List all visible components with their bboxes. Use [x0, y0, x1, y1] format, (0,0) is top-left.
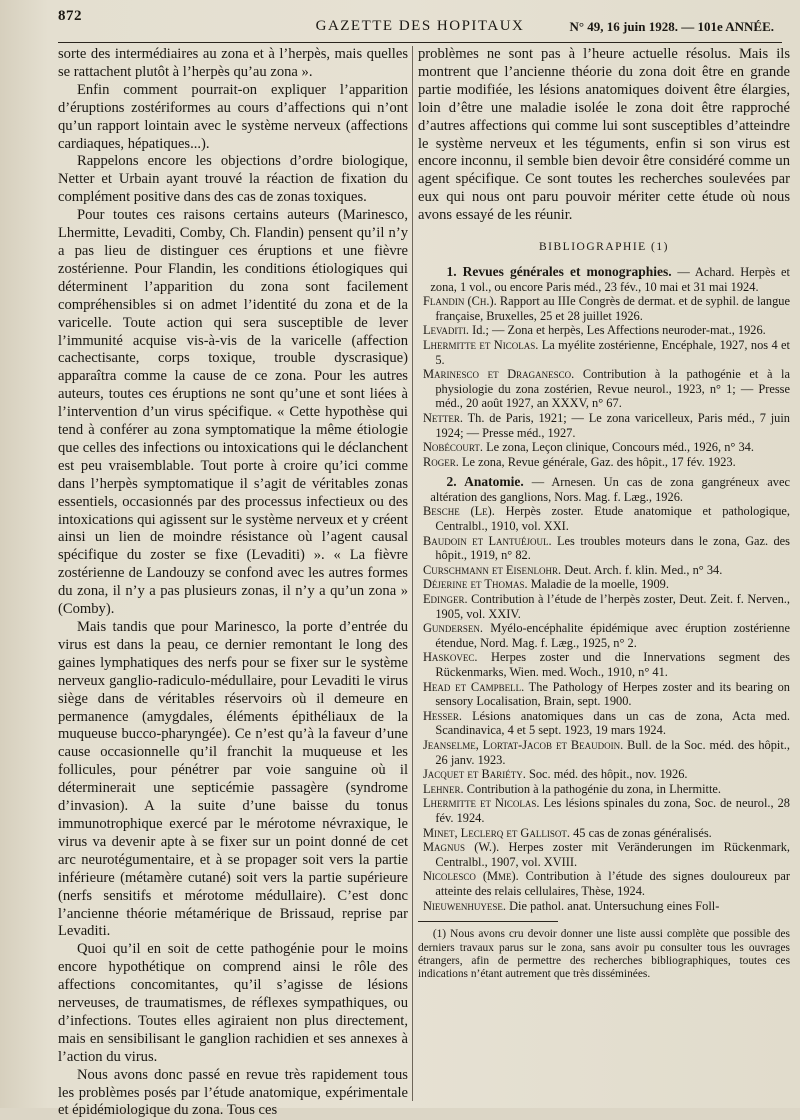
bibliography-entry	[418, 563, 790, 578]
entry-text: Lésions anatomiques dans un cas de zona, Acta med. Scandinavica, 4 et 5 sept. 1923, 19 mars 1924.	[435, 708, 790, 738]
entry-text: Id.; — Zona et herpès, Les Affections neuroder-mat., 1926.	[468, 323, 766, 338]
page-number: 872	[58, 8, 82, 24]
entry-author: Lhermitte et Nicolas.	[422, 337, 539, 352]
entry-author: Jeanselme, Lortat-Jacob et Beaudoin.	[422, 737, 624, 752]
entry-text: Herpes zoster mit Veränderungen im Rückenmark, Centralbl., 1907, vol. XVIII.	[435, 840, 790, 869]
entry-text: Contribution à l’étude des signes douloureux par atteinte des relais cellulaires, Thèse, 1924.	[435, 869, 791, 898]
entry-author: Haskovec.	[422, 650, 478, 665]
entry-author: Besche (Le).	[422, 504, 495, 519]
entry-text: Deut. Arch. f. klin. Med., n° 34.	[561, 562, 723, 577]
entry-text: Le zona, Revue générale, Gaz. des hôpit., 17 fév. 1923.	[458, 454, 736, 469]
entry-author: Lehner.	[422, 781, 464, 796]
entry-text: 45 cas de zonas généralisés.	[569, 825, 712, 840]
entry-text: Maladie de la moelle, 1909.	[527, 577, 669, 592]
bibliography-entry	[418, 796, 790, 825]
right-column	[418, 46, 790, 1101]
entry-text: Th. de Paris, 1921; — Le zona varicelleux, Paris méd., 7 juin 1924; — Presse méd., 1927.	[435, 410, 790, 440]
entry-author: Hesser.	[422, 708, 463, 723]
entry-text: Soc. méd. des hôpit., nov. 1926.	[525, 767, 688, 782]
bibliography-entry	[418, 455, 790, 470]
bibliography-entry	[418, 899, 790, 914]
entry-text: Herpès zoster. Etude anatomique et pathologique, Centralbl., 1910, vol. XXI.	[435, 504, 790, 534]
bibliography-entry	[418, 767, 790, 782]
entry-text: Myélo-encéphalite épidémique avec éruption zostérienne étendue, Nord. Mag. f. Læg., 1925, n° 2.	[435, 621, 790, 650]
entry-author: Minet, Leclerq et Gallisot.	[422, 825, 570, 840]
entry-text: Contribution à la pathogénie du zona, in Lhermitte.	[463, 781, 722, 796]
footnote-rule	[418, 921, 558, 922]
entry-author: Flandin (Ch.).	[422, 294, 497, 309]
entry-author: Edinger.	[422, 592, 468, 607]
entry-author: Netter.	[422, 410, 464, 425]
paragraph: Nous avons donc passé en revue très rapidement tous les problèmes posés par l’étude anatomique, expérimentale et épidémiologique du zona. Tous ces	[58, 1066, 408, 1119]
bibliography-entry	[418, 709, 790, 738]
bibliography-section-1	[418, 265, 790, 294]
section-heading: 2. Anatomie.	[446, 474, 524, 490]
entry-text: Le zona, Leçon clinique, Concours méd., 1926, n° 34.	[482, 440, 754, 455]
entry-author: Gundersen.	[422, 621, 484, 636]
entry-author: Magnus (W.).	[422, 840, 500, 855]
paragraph: sorte des intermédiaires au zona et à l’herpès, mais quelles se rattachent plutôt à l’herpès qu’au zona ».	[58, 46, 408, 80]
section-heading: 1. Revues générales et monographies.	[446, 263, 672, 279]
entry-author: Curschmann et Eisenlohr.	[422, 562, 562, 577]
section-text: — Arnesen. Un cas de zona gangréneux avec altération des ganglions, Nors. Mag. f. Læg., 1926.	[430, 475, 790, 504]
entry-author: Nieuwenhuyese.	[422, 898, 506, 913]
journal-title: GAZETTE DES HOPITAUX	[315, 18, 525, 34]
bibliography-entry	[418, 650, 790, 679]
bibliography-entry	[418, 367, 790, 411]
bibliography-entry	[418, 534, 790, 563]
bibliography-entry	[418, 840, 790, 869]
entry-author: Baudoin et Lantuéjoul.	[422, 533, 552, 548]
bibliography-entry	[418, 782, 790, 797]
bibliography-entry	[418, 869, 790, 898]
paragraph: Quoi qu’il en soit de cette pathogénie pour le moins encore hypothétique on comprend ainsi le rôle des affections concomitantes, qu’il s’agisse de lésions nerveuses, de traumatismes, de réflexes sympathiques, ou d’infections. Toutes elles agiraient non plus directement, mais en sensibilisant le ganglion rachidien et ses annexes à l’action du virus.	[58, 941, 408, 1065]
issue-info: N° 49, 16 juin 1928. — 101e ANNÉE.	[569, 19, 774, 34]
bibliography-list-1	[418, 294, 790, 469]
bibliography-entry	[418, 411, 790, 440]
entry-text: Contribution à l’étude de l’herpès zoster, Deut. Zeit. f. Nerven., 1905, vol. XXIV.	[435, 592, 790, 621]
section-text: — Achard. Herpès et zona, 1 vol., ou encore Paris méd., 23 fév., 10 mai et 31 mai 1924.	[430, 264, 790, 294]
bibliography-entry	[418, 294, 790, 323]
entry-text: Herpes zoster und die Innervations segment des Rückenmarks, Wien. med. Woch., 1910, n° 41.	[435, 650, 790, 679]
bibliography-entry	[418, 323, 790, 338]
entry-author: Roger.	[422, 454, 459, 469]
bibliography-entry	[418, 504, 790, 533]
entry-author: Levaditi.	[422, 323, 469, 338]
bibliography-entry	[418, 577, 790, 592]
left-column	[58, 46, 408, 1119]
paragraph: Rappelons encore les objections d’ordre biologique, Netter et Urbain ayant trouvé la réaction de fixation du complément positive dans des cas de zonas toxiques.	[58, 153, 408, 206]
bibliography-list-2	[418, 504, 790, 913]
bibliography-heading: BIBLIOGRAPHIE (1)	[539, 241, 669, 254]
bibliography-entry	[418, 738, 790, 767]
entry-text: Les lésions spinales du zona, Soc. de neurol., 28 fév. 1924.	[435, 796, 790, 825]
paragraph: problèmes ne sont pas à l’heure actuelle résolus. Mais ils montrent que l’ancienne théorie du zona doit être en grande partie modifiée, les lésions anatomiques doivent être élargies, loin d’être une maladie isolée le zona doit être rapproché d’autres affections qui comme lui sont susceptibles d’atteindre le système nerveux et les téguments, enfin si son virus est encore inconnu, il semble bien devoir être considéré comme un agent spécifique. Ce sont toutes les recherches soulevées par eux qui nous ont paru pouvoir mériter cette étude où nous avons essayé de les réunir.	[418, 46, 790, 224]
entry-text: Contribution à la pathogénie et à la physiologie du zona zostérien, Revue neurol., 1923, n° 1; — Presse méd., 20 août 1927, an XXXV, n° 67.	[435, 367, 791, 411]
bibliography-entry	[418, 826, 790, 841]
entry-author: Head et Campbell.	[422, 679, 525, 694]
entry-author: Nobécourt.	[422, 440, 483, 455]
bibliography-section-2	[418, 475, 790, 504]
entry-author: Déjerine et Thomas.	[422, 577, 528, 592]
entry-text: La myélite zostérienne, Encéphale, 1927, nos 4 et 5.	[435, 337, 790, 367]
entry-text: Bull. de la Soc. méd. des hôpit., 26 janv. 1923.	[435, 737, 790, 767]
paragraph: Enfin comment pourrait-on expliquer l’apparition d’éruptions zostériformes au cours d’affections qui n’ont qu’un rapport lointain avec le système nerveux (affections cardiaques, hépatiques...).	[58, 81, 408, 152]
bibliography-entry	[418, 621, 790, 650]
bibliography-entry	[418, 440, 790, 455]
bibliography-entry	[418, 680, 790, 709]
entry-author: Nicolesco (Mme).	[422, 869, 519, 884]
paragraph: Pour toutes ces raisons certains auteurs (Marinesco, Lhermitte, Levaditi, Comby, Ch. Flandin) pensent qu’il n’y a pas lieu de distinguer ces éruptions et une fièvre zostérienne. Pour Flandin, les conditions étiologiques qui déterminent l’apparition du zona sont facilement compréhensibles si on admet l’identité du zona et de la varicelle. Toute action qui sera susceptible de lever l’immunité acquise vis-à-vis de la varicelle (affection cachectisante, corps toxique, trouble dyscrasique) apparaîtra comme la cause de ce zona. Pour les autres auteurs, toutes ces éruptions ne sont qu’une et sont liées à l’intervention d’un virus spécifique. « Cette hypothèse qui tend à conférer au zona symptomatique la même étiologie que celles des infections ou intoxications qui le déclanchent est peu vraisemblable. Tout porte à croire qu’ici comme dans l’herpès symptomatique il s’agit de véritables zonas essentiels, occasionnés par des processus infectieux ou des intoxications qui agissent sur le système nerveux et y créent ainsi un lien de moindre résistance où l’agent causal spécifique du zoster se fixe (Levaditi) ». « La fièvre zostérienne de Landouzy se confond avec les autres formes du zona, il n’y a pas plusieurs zonas, il n’y a qu’un zona » (Comby).	[58, 207, 408, 618]
entry-text: Rapport au IIIe Congrès de dermat. et de syphil. de langue française, Bruxelles, 25 et 28 juillet 1926.	[435, 294, 790, 323]
entry-author: Marinesco et Draganesco.	[422, 367, 575, 382]
bibliography-entry	[418, 592, 790, 621]
page-header	[58, 16, 782, 43]
entry-text: Les troubles moteurs dans le zona, Gaz. des hôpit., 1919, n° 82.	[435, 533, 790, 563]
bibliography-entry	[418, 338, 790, 367]
paragraph: Mais tandis que pour Marinesco, la porte d’entrée du virus est dans la peau, ce dernier remontant le long des gaines lymphatiques des nerfs pour se fixer sur le système nerveux ganglio-radiculo-médullaire, pour Levaditi le virus siège dans de véritables réservoirs où il demeure en permanence (amygdales, éléments épithéliaux de la muqueuse bucco-pharyngée). Ce n’est qu’à la faveur d’une cause occasionnelle qu’il franchit la muqueuse et les follicules, pour pénétrer par voie sanguine où il déterminerait une septicémie passagère (syndrome d’invasion). A la suite d’une baisse du tonus immunotrophique exercé par le mérotome névraxique, le virus va devenir apte à se fixer sur un point donné de cet arc neurotégumentaire, et à se propager soit vers la partie inférieure (métamère cutané) soit vers la partie supérieure (nerfs sensitifs et mérotome médullaire). C’est donc l’ancienne théorie métamérique de Brissaud, reprise par Levaditi.	[58, 619, 408, 940]
entry-author: Jacquet et Bariéty.	[422, 767, 526, 782]
entry-author: Lhermitte et Nicolas.	[422, 796, 540, 811]
footnote: (1) Nous avons cru devoir donner une liste aussi complète que possible des derniers travaux parus sur le zona, sans avoir pu consulter tous les ouvrages étrangers, afin de permettre des recherches bibliographiques, toutes ces indications n’étant autrement que très disséminées.	[418, 928, 790, 981]
column-divider	[412, 46, 413, 1101]
entry-text: The Pathology of Herpes zoster and its bearing on sensory Localisation, Brain, sept. 1900.	[435, 679, 790, 709]
entry-text: Die pathol. anat. Untersuchung eines Foll-	[506, 898, 720, 913]
